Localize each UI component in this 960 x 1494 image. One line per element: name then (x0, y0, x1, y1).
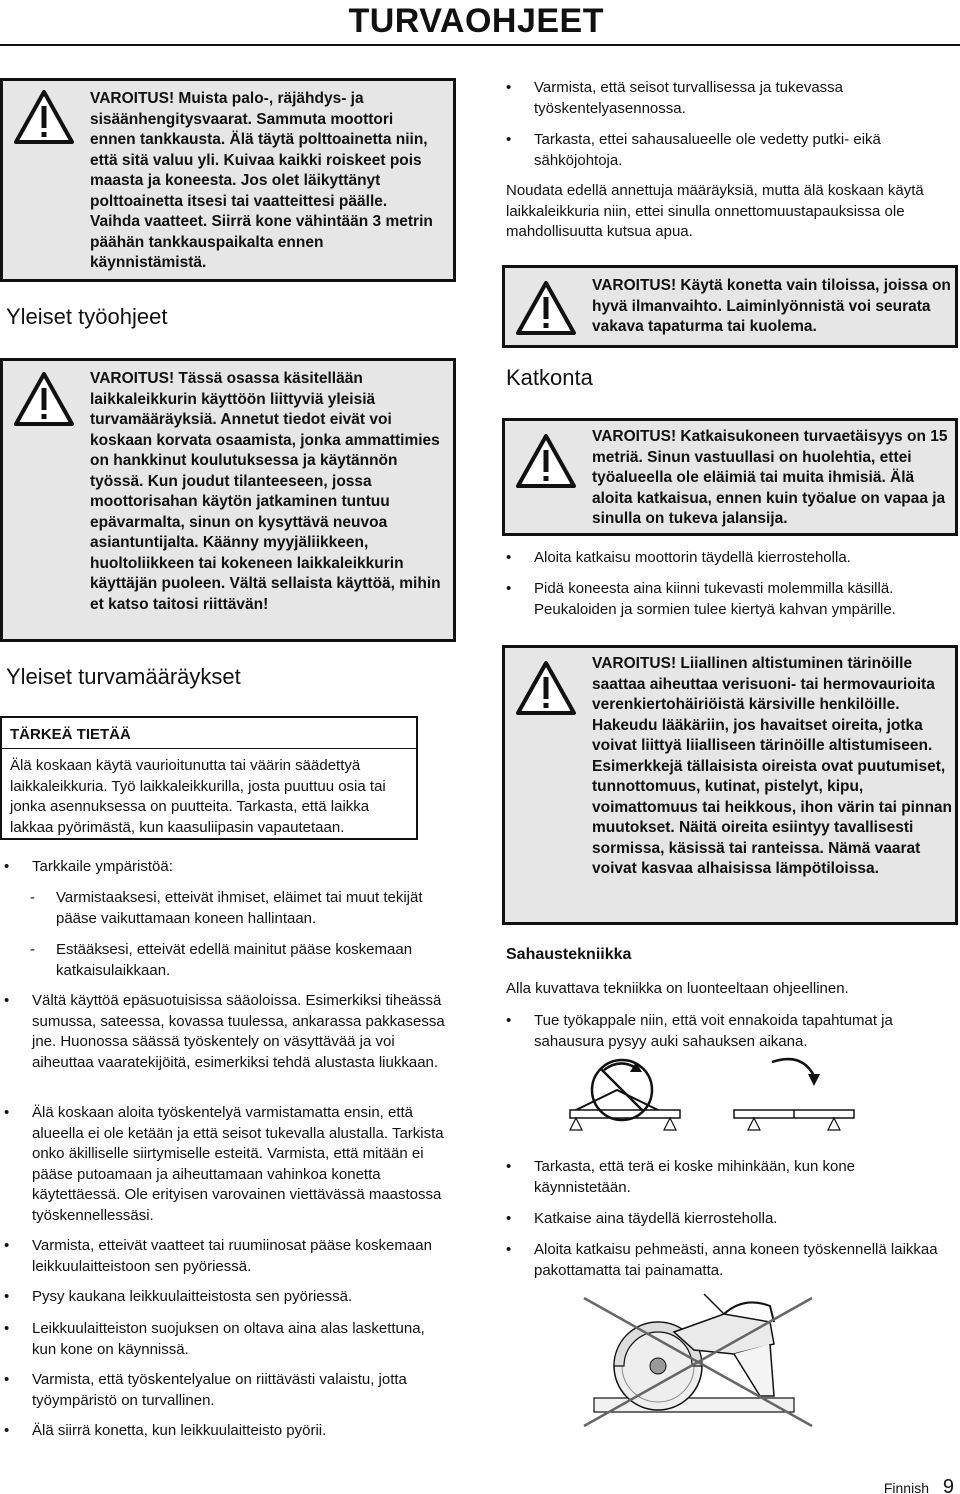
list-item: • Tarkkaile ympäristöä: (2, 857, 442, 878)
correct-support-figure (734, 1059, 854, 1130)
heading-sawing-technique: Sahaustekniikka (506, 946, 632, 963)
page-header (0, 0, 960, 46)
warning-box-general (0, 358, 456, 642)
important-divider (0, 748, 418, 749)
warning-text-ventilation: VAROITUS! Käytä konetta vain tiloissa, joissa on hyvä ilmanvaihto. Laiminlyönnistä voi seurata vakava tapaturma tai kuolema. (592, 277, 951, 335)
warning-triangle-icon (13, 371, 75, 427)
warning-text-general: VAROITUS! Tässä osassa käsitellään laikkaleikkurin käyttöön liittyviä yleisiä turvamääräyksiä. Annetut tiedot eivät voi koskaan korvata osaamista, jonka ammattimies on hankkinut koulutuksessa ja käytännön työssä. Kun joudut tilanteeseen, jossa moottorisahan käytön jatkaminen tuntuu epävarmalta, sinun on kysyttävä neuvoa asiantuntijalta. Käänny myyjäliikkeen, huoltoliikkeen tai kokeneen laikkaleikkurin käyttäjän puoleen. Vältä sellaista käyttöä, mihin et katso taitosi riittävän! (90, 370, 441, 613)
warning-box-distance (502, 418, 958, 536)
heading-general-safety: Yleiset turvamääräykset (6, 664, 241, 689)
workpiece-support-illustration (562, 1050, 862, 1140)
heading-general-work: Yleiset työohjeet (6, 304, 168, 329)
warning-triangle-icon (13, 89, 75, 145)
prohibited-saw-illustration (574, 1292, 854, 1432)
heading-cutting: Katkonta (506, 365, 593, 390)
page-title: TURVAOHJEET (348, 2, 604, 40)
important-box-edge (416, 748, 418, 840)
paragraph: Noudata edellä annettuja määräyksiä, mutta älä koskaan käytä laikkaleikkuria niin, ettei sinulla onnettomuustapauksissa ole mahdollisuutta kutsua apua. (506, 182, 924, 240)
warning-text-distance: VAROITUS! Katkaisukoneen turvaetäisyys on 15 metriä. Sinun vastuullasi on huolehtia, ettei työalueella ole eläimiä tai muita ihmisiä. Älä aloita katkaisua, ennen kuin työalue on vapaa ja sinulla on tukeva jalansija. (592, 428, 948, 527)
list-item: • Älä siirrä konetta, kun leikkuulaitteisto pyörii. (2, 1421, 442, 1442)
warning-triangle-icon (515, 280, 577, 336)
list-item: • Leikkuulaitteiston suojuksen on oltava aina alas laskettuna, kun kone on käynnissä. (2, 1319, 442, 1360)
list-item: - Varmistaaksesi, etteivät ihmiset, eläimet tai muut tekijät pääse vaikuttamaan koneen hallintaan. (28, 888, 442, 929)
list-item: • Pidä koneesta aina kiinni tukevasti molemmilla käsillä. Peukaloiden ja sormien tulee kiertyä kahvan ympärille. (504, 579, 944, 620)
warning-text-fuel: VAROITUS! Muista palo-, räjähdys- ja sisäänhengitysvaarat. Sammuta moottori ennen tankkausta. Älä täytä polttoainetta niin, että sitä valuu yli. Kuivaa kaikki roiskeet pois maasta ja koneesta. Jos olet läikyttänyt polttoainetta itsesi tai vaatteittesi päälle. Vaihda vaatteet. Siirrä kone vähintään 3 metrin päähän tankkauspaikalta ennen käynnistämistä. (90, 90, 433, 271)
warning-triangle-icon (515, 660, 577, 716)
list-item: • Varmista, etteivät vaatteet tai ruumiinosat pääse koskemaan leikkuulaitteistoon sen pyöriessä. (2, 1236, 442, 1277)
list-item: • Katkaise aina täydellä kierrosteholla. (504, 1209, 944, 1230)
page-footer (884, 1476, 954, 1494)
list-item: • Tue työkappale niin, että voit ennakoida tapahtumat ja sahausura pysyy auki sahauksen aikana. (504, 1011, 944, 1052)
list-item: • Älä koskaan aloita työskentelyä varmistamatta ensin, että alueella ei ole ketään ja että seisot tukevalla alustalla. Tarkista onko äkilliselle siirtymiselle esteitä. Varmista, että mitään ei pääse putoamaan ja aiheuttamaan vahinkoa konetta käytettäessä. Ole erityisen varovainen viettävässä maastossa työskennellessäsi. (2, 1103, 452, 1226)
warning-triangle-icon (515, 433, 577, 489)
list-item: • Varmista, että työskentelyalue on riittävästi valaistu, jotta työympäristö on turvallinen. (2, 1370, 452, 1411)
important-box-edge (0, 748, 2, 840)
list-item: • Pysy kaukana leikkuulaitteistosta sen pyöriessä. (2, 1287, 442, 1308)
list-item: • Aloita katkaisu moottorin täydellä kierrosteholla. (504, 548, 944, 569)
important-label: TÄRKEÄ TIETÄÄ (10, 726, 131, 743)
warning-box-fuel (0, 78, 456, 282)
list-item: - Estääksesi, etteivät edellä mainitut pääse koskemaan katkaisulaikkaan. (28, 940, 442, 981)
warning-box-ventilation (502, 265, 958, 348)
list-item: • Tarkasta, että terä ei koske mihinkään, kun kone käynnistetään. (504, 1157, 944, 1198)
warning-box-vibration (502, 645, 958, 925)
prohibited-support-figure (570, 1060, 680, 1130)
list-item: • Varmista, että seisot turvallisessa ja tukevassa työskentelyasennossa. (504, 78, 944, 119)
list-item: • Tarkasta, ettei sahausalueelle ole vedetty putki- eikä sähköjohtoja. (504, 130, 944, 171)
footer-language: Finnish (883, 1480, 929, 1494)
warning-text-vibration: VAROITUS! Liiallinen altistuminen tärinöille saattaa aiheuttaa verisuoni- tai hermovaurioita verenkiertohäiriöistä kärsiville henkilöille. Hakeudu lääkäriin, jos havaitset oireita, jotka voivat liittyä liialliseen tärinöille altistumiseen. Esimerkkejä tällaisista oireista ovat puutumiset, tunnottomuus, kutinat, pistelyt, kipu, voimattomuus tai heikkous, ihon värin tai pinnan muutokset. Näitä oireita esiintyy tavallisesti sormissa, käsissä tai ranteissa. Nämä vaarat voivat kasvaa alhaisissa lämpötiloissa. (592, 655, 952, 877)
paragraph: Alla kuvattava tekniikka on luonteeltaan ohjeellinen. (506, 980, 849, 997)
header-rule (0, 44, 960, 46)
important-box (0, 716, 418, 748)
important-box-edge (0, 838, 418, 840)
important-text: Älä koskaan käytä vaurioitunutta tai väärin säädettyä laikkaleikkuria. Työ laikkaleikkurilla, josta puuttuu osia tai jonka asennuksessa on puutteita. Tarkasta, että laikka lakkaa pyörimästä, kun kaasuliipasin vapautetaan. (10, 757, 386, 836)
page-number: 9 (942, 1476, 954, 1494)
list-item: • Aloita katkaisu pehmeästi, anna koneen työskennellä laikkaa pakottamatta tai painamatta. (504, 1240, 944, 1281)
list-item: • Vältä käyttöä epäsuotuisissa sääoloissa. Esimerkiksi tiheässä sumussa, sateessa, kovassa tuulessa, ankarassa pakkasessa jne. Huonossa säässä työskentely on väsyttävää ja voi aiheuttaa vaaratekijöitä, esimerkiksi tehdä alustasta liukkaan. (2, 991, 452, 1073)
